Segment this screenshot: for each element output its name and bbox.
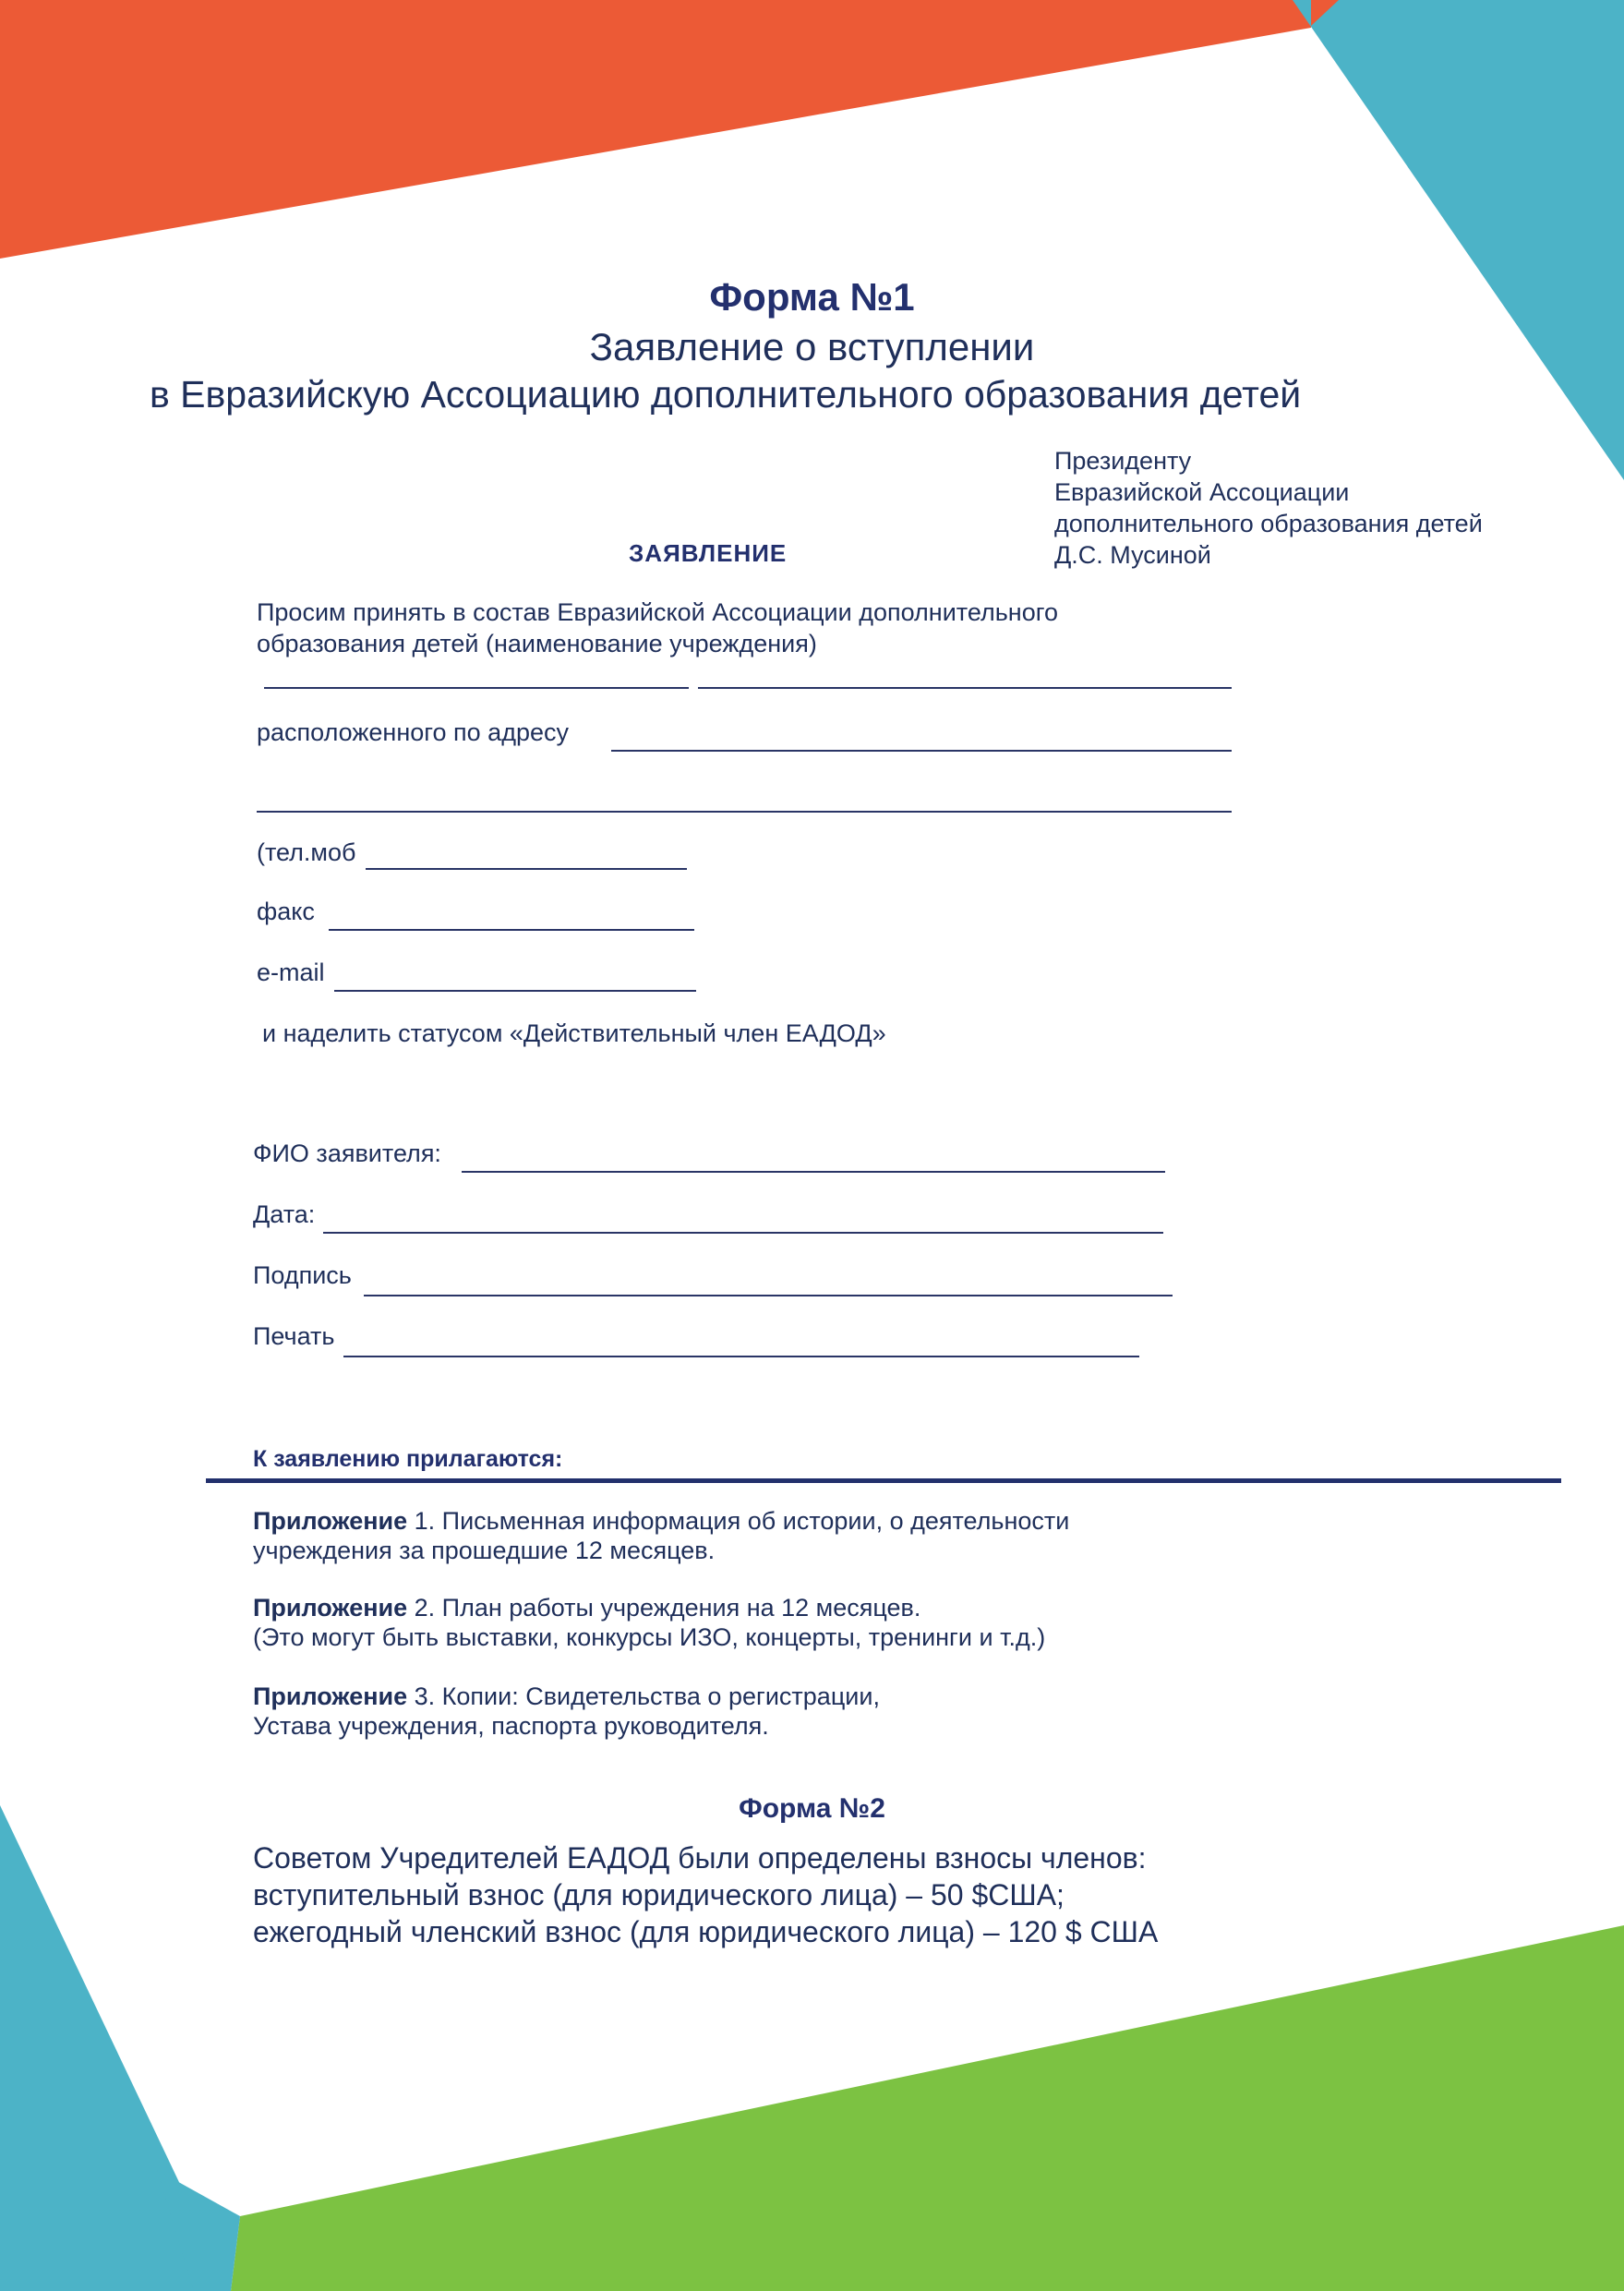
teal-top-right-band bbox=[1293, 0, 1624, 480]
green-bottom-band bbox=[231, 1925, 1624, 2291]
phone-line[interactable] bbox=[366, 868, 687, 870]
request-line-1: Просим принять в состав Евразийской Ассоциации дополнительного bbox=[257, 598, 1058, 626]
application-heading: ЗАЯВЛЕНИЕ bbox=[629, 539, 788, 567]
date-label: Дата: bbox=[253, 1200, 316, 1228]
address-label: расположенного по адресу bbox=[257, 718, 569, 746]
email-label: e-mail bbox=[257, 959, 325, 986]
date-line[interactable] bbox=[323, 1232, 1163, 1234]
signature-line[interactable] bbox=[364, 1295, 1173, 1296]
form2-heading: Форма №2 bbox=[739, 1793, 885, 1824]
attachment-label: Приложение bbox=[253, 1682, 408, 1710]
attachment-text: 3. Копии: Свидетельства о регистрации, bbox=[407, 1682, 880, 1710]
attachment-text-line-2: (Это могут быть выставки, конкурсы ИЗО, концерты, тренинги и т.д.) bbox=[253, 1623, 1046, 1651]
addressee-line: Президенту bbox=[1054, 447, 1192, 475]
attachment-text: 2. План работы учреждения на 12 месяцев. bbox=[407, 1594, 921, 1622]
attachment-text: 1. Письменная информация об истории, о деятельности bbox=[407, 1507, 1070, 1535]
attachments-heading: К заявлению прилагаются: bbox=[253, 1446, 563, 1472]
attachment-label: Приложение bbox=[253, 1507, 408, 1535]
email-line[interactable] bbox=[334, 990, 696, 992]
applicant-line[interactable] bbox=[462, 1171, 1165, 1173]
institution-name-line-2[interactable] bbox=[698, 687, 1232, 689]
address-line-1[interactable] bbox=[611, 750, 1232, 752]
attachment-text-line-2: учреждения за прошедшие 12 месяцев. bbox=[253, 1537, 716, 1564]
attachment-text-line-2: Устава учреждения, паспорта руководителя. bbox=[253, 1712, 769, 1740]
fees-intro: Советом Учредителей ЕАДОД были определены взносы членов: bbox=[253, 1841, 1147, 1875]
entrance-fee: вступительный взнос (для юридического лица) – 50 $США; bbox=[253, 1878, 1065, 1911]
annual-fee: ежегодный членский взнос (для юридического лица) – 120 $ США bbox=[253, 1915, 1159, 1948]
stamp-line[interactable] bbox=[343, 1356, 1139, 1357]
addressee-line: Евразийской Ассоциации bbox=[1054, 478, 1350, 506]
fax-line[interactable] bbox=[329, 929, 694, 931]
orange-banner bbox=[0, 0, 1311, 259]
title-line-2: в Евразийскую Ассоциацию дополнительного образования детей bbox=[150, 373, 1302, 416]
title-line-1: Заявление о вступлении bbox=[589, 325, 1035, 368]
phone-label: (тел.моб bbox=[257, 838, 356, 866]
section-divider bbox=[206, 1478, 1561, 1483]
status-text: и наделить статусом «Действительный член ЕАДОД» bbox=[262, 1019, 886, 1047]
form-number-title: Форма №1 bbox=[709, 275, 915, 319]
address-line-2[interactable] bbox=[257, 811, 1232, 813]
applicant-label: ФИО заявителя: bbox=[253, 1139, 441, 1167]
addressee-line: Д.С. Мусиной bbox=[1054, 541, 1211, 569]
addressee-line: дополнительного образования детей bbox=[1054, 510, 1483, 537]
attachment-label: Приложение bbox=[253, 1594, 408, 1622]
signature-label: Подпись bbox=[253, 1261, 352, 1289]
stamp-label: Печать bbox=[253, 1322, 335, 1350]
fax-label: факс bbox=[257, 898, 315, 925]
institution-name-line-1[interactable] bbox=[264, 687, 689, 689]
request-line-2: образования детей (наименование учреждения) bbox=[257, 630, 817, 657]
